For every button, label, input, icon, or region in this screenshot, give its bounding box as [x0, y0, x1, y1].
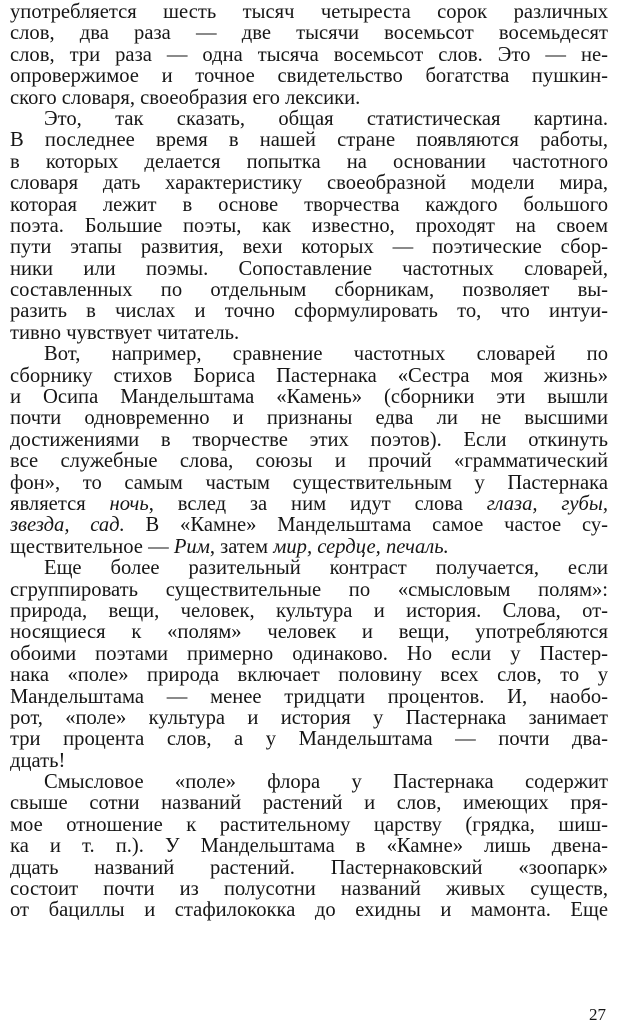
text-line: и Осипа Мандельштама «Камень» (сборники эти вышли	[10, 387, 608, 409]
text-line: ского словаря, своеобразия его лексики.	[10, 87, 361, 109]
text-line: поэта. Большие поэты, как известно, проходят на своем	[10, 215, 608, 237]
text-line: мое отношение к растительному царству (грядка, шиш-	[10, 814, 608, 836]
text-line: ники или поэмы. Сопоставление частотных словарей,	[10, 258, 608, 280]
text-line: Еще более разительный контраст получается, если	[44, 558, 608, 580]
text-line: словаря дать характеристику своеобразной модели мира,	[10, 173, 608, 195]
text-line: звезда, сад. В «Камне» Мандельштама самое частое су-	[10, 515, 608, 537]
text-line: слов, три раза — одна тысяча восемьсот слов. Это — не-	[10, 44, 608, 66]
text-line: сгруппировать существительные по «смысловым полям»:	[10, 579, 608, 601]
text-line: составленных по отдельным сборникам, позволяет вы-	[10, 280, 608, 302]
text-line: достижениями в творчестве этих поэтов). Если откинуть	[10, 429, 608, 451]
text-line: почти одновременно и признаны едва ли не высшими	[10, 408, 608, 430]
text-line: слов, два раза — две тысячи восемьсот восемьдесят	[10, 23, 608, 45]
text-line: свыше сотни названий растений и слов, имеющих пря-	[10, 793, 608, 815]
text-line: природа, вещи, человек, культура и история. Слова, от-	[10, 600, 608, 622]
text-line: Смысловое «поле» флора у Пастернака содержит	[44, 772, 608, 794]
text-line: ществительное — Рим, затем мир, сердце, печаль.	[10, 536, 449, 558]
text-line: носящиеся к «полям» человек и вещи, употребляются	[10, 622, 608, 644]
text-line: три процента слов, а у Мандельштама — почти два-	[10, 729, 608, 751]
text-line: Вот, например, сравнение частотных словарей по	[44, 344, 608, 366]
text-line: употребляется шесть тысяч четыреста сорок различных	[10, 2, 608, 23]
text-line: обоими поэтами примерно одинаково. Но если у Пастер-	[10, 643, 608, 665]
text-line: дцать названий растений. Пастернаковский «зоопарк»	[10, 857, 608, 879]
text-line: Это, так сказать, общая статистическая картина.	[44, 108, 608, 130]
text-line: опровержимое и точное свидетельство богатства пушкин-	[10, 66, 608, 88]
text-line: от бациллы и стафилококка до ехидны и мамонта. Еще	[10, 900, 608, 922]
text-line: фон», то самым частым существительным у Пастернака	[10, 472, 608, 494]
text-line: которая лежит в основе творчества каждого большого	[10, 194, 608, 216]
text-line: все служебные слова, союзы и прочий «грамматический	[10, 451, 608, 473]
body-text	[10, 2, 608, 922]
text-line: Мандельштама — менее тридцати процентов. И, наобо-	[10, 686, 608, 708]
text-line: сборнику стихов Бориса Пастернака «Сестра моя жизнь»	[10, 365, 608, 387]
text-line: ка и т. п.). У Мандельштама в «Камне» лишь двена-	[10, 836, 608, 858]
page-number: 27	[589, 1005, 606, 1024]
text-line: рот, «поле» культура и история у Пастернака занимает	[10, 707, 608, 729]
text-line: нака «поле» природа включает половину всех слов, то у	[10, 665, 608, 687]
text-line: тивно чувствует читатель.	[10, 322, 240, 344]
text-line: состоит почти из полусотни названий живых существ,	[10, 879, 608, 901]
text-line: в которых делается попытка на основании частотного	[10, 151, 608, 173]
text-line: является ночь, вслед за ним идут слова глаза, губы,	[10, 493, 608, 515]
text-line: дцать!	[10, 750, 66, 772]
text-line: В последнее время в нашей стране появляются работы,	[10, 130, 608, 152]
text-line: пути этапы развития, вехи которых — поэтические сбор-	[10, 237, 608, 259]
text-line: разить в числах и точно сформулировать то, что интуи-	[10, 301, 608, 323]
